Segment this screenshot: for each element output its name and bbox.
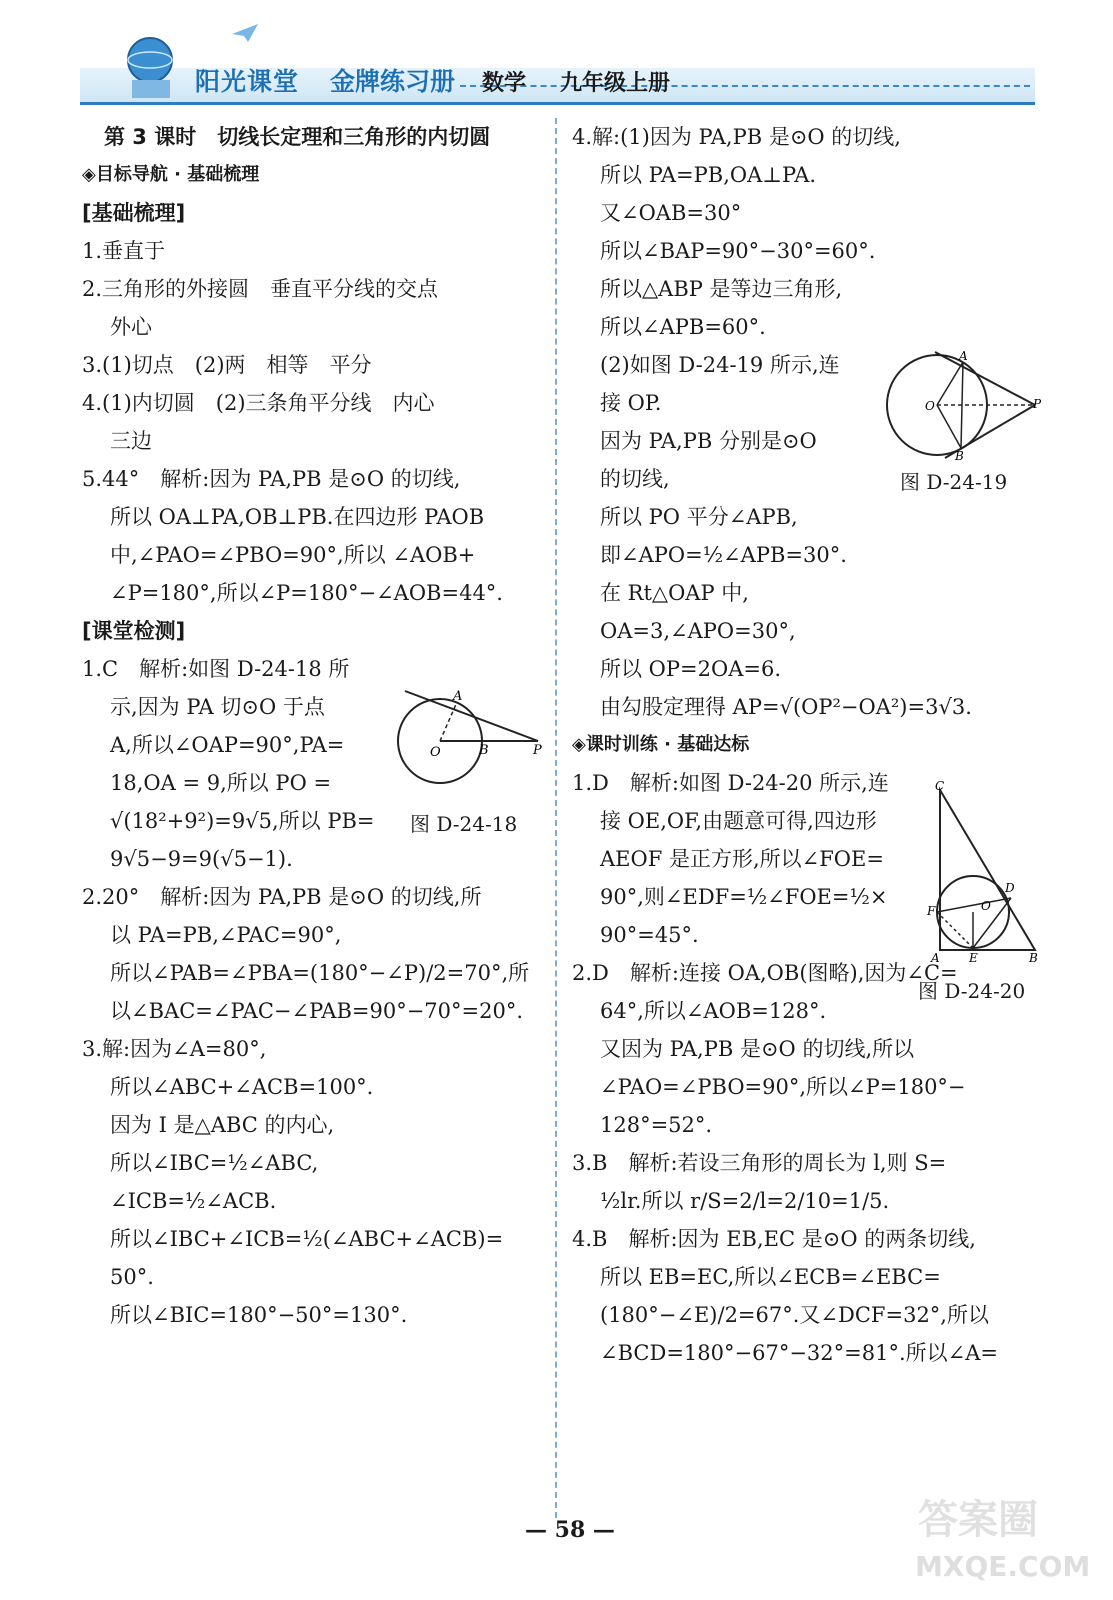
text-line: [基础梳理] (82, 201, 186, 225)
text-line: ◈课时训练 · 基础达标 (572, 734, 750, 755)
label-O: O (430, 745, 441, 760)
text-line: 3.(1)切点 (2)两 相等 平分 (82, 353, 372, 377)
page-number: — 58 — (525, 1517, 615, 1543)
label-P: P (1033, 397, 1042, 411)
text-line: 4.(1)内切圆 (2)三条角平分线 内心 (82, 391, 435, 415)
text-line: 因为 PA,PB 分别是⊙O (600, 429, 817, 453)
header-subject: 数学 (482, 71, 527, 96)
text-line: 所以∠PAB=∠PBA=(180°−∠P)/2=70°,所 (110, 961, 530, 985)
text-line: 又∠OAB=30° (600, 201, 742, 225)
label-O: O (981, 899, 991, 913)
label-B: B (479, 743, 489, 758)
header-series: 金牌练习册 (330, 67, 456, 96)
label-A: A (959, 350, 968, 363)
text-line: 接 OP. (600, 391, 662, 415)
figure-caption-18: 图 D-24-18 (410, 812, 518, 836)
text-line: 因为 I 是△ABC 的内心, (110, 1113, 335, 1137)
text-line: 4.解:(1)因为 PA,PB 是⊙O 的切线, (572, 125, 901, 149)
text-line: 在 Rt△OAP 中, (600, 581, 749, 605)
text-line: 90°,则∠EDF=½∠FOE=½× (600, 885, 888, 909)
text-line: 第 3 课时 切线长定理和三角形的内切圆 (104, 125, 491, 149)
text-line: (180°−∠E)/2=67°.又∠DCF=32°,所以 (600, 1303, 989, 1327)
paper-plane-icon (230, 22, 260, 44)
figure-d-24-19 (885, 350, 1045, 460)
text-line: 2.20° 解析:因为 PA,PB 是⊙O 的切线,所 (82, 885, 482, 909)
text-line: 9√5−9=9(√5−1). (110, 847, 293, 871)
text-line: ∠PAO=∠PBO=90°,所以∠P=180°− (600, 1075, 966, 1099)
text-line: 50°. (110, 1265, 154, 1289)
text-line: 所以∠IBC=½∠ABC, (110, 1151, 319, 1175)
label-P: P (533, 743, 542, 758)
text-line: 中,∠PAO=∠PBO=90°,所以 ∠AOB+ (110, 543, 476, 567)
text-line: 所以 EB=EC,所以∠ECB=∠EBC= (600, 1265, 941, 1289)
text-line: 1.垂直于 (82, 239, 166, 263)
globe-icon (118, 30, 188, 102)
text-line: 所以 PA=PB,OA⊥PA. (600, 163, 817, 187)
text-line: 所以∠BIC=180°−50°=130°. (110, 1303, 408, 1327)
text-line: 三边 (110, 429, 152, 453)
text-line: 5.44° 解析:因为 PA,PB 是⊙O 的切线, (82, 467, 461, 491)
watermark-logo: 答案圈 (918, 1497, 1038, 1543)
text-line: 所以 OA⊥PA,OB⊥PB.在四边形 PAOB (110, 505, 485, 529)
label-A: A (453, 689, 463, 704)
text-line: 示,因为 PA 切⊙O 于点 (110, 695, 325, 719)
column-divider (555, 118, 557, 1518)
text-line: 以 PA=PB,∠PAC=90°, (110, 923, 342, 947)
header-dashed-line (460, 85, 1030, 87)
text-line: 3.B 解析:若设三角形的周长为 l,则 S= (572, 1151, 947, 1175)
text-line: 以∠BAC=∠PAC−∠PAB=90°−70°=20°. (110, 999, 524, 1023)
text-line: 所以∠BAP=90°−30°=60°. (600, 239, 876, 263)
text-line: 即∠APO=½∠APB=30°. (600, 543, 847, 567)
text-line: 3.解:因为∠A=80°, (82, 1037, 267, 1061)
label-D: D (1005, 881, 1015, 895)
label-A: A (931, 951, 940, 965)
header-title: 阳光课堂 (195, 67, 300, 96)
label-O: O (925, 399, 935, 413)
text-line: 又因为 PA,PB 是⊙O 的切线,所以 (600, 1037, 915, 1061)
text-line: 所以 OP=2OA=6. (600, 657, 781, 681)
text-line: ∠ICB=½∠ACB. (110, 1189, 277, 1213)
watermark-url: MXQE.COM (915, 1550, 1091, 1583)
text-line: AEOF 是正方形,所以∠FOE= (600, 847, 884, 871)
label-B: B (1029, 951, 1038, 965)
text-line: 64°,所以∠AOB=128°. (600, 999, 827, 1023)
text-line: 所以∠IBC+∠ICB=½(∠ABC+∠ACB)= (110, 1227, 504, 1251)
text-line: 外心 (110, 315, 152, 339)
right-column (572, 118, 1052, 1372)
figure-d-24-20 (925, 780, 1040, 965)
text-line: 所以∠APB=60°. (600, 315, 766, 339)
header-grade: 九年级上册 (560, 71, 671, 96)
page-header (0, 0, 1113, 110)
text-line: 1.C 解析:如图 D-24-18 所 (82, 657, 350, 681)
text-line: ½lr.所以 r/S=2/l=2/10=1/5. (600, 1189, 890, 1213)
figure-caption-19: 图 D-24-19 (900, 470, 1008, 494)
text-line: 2.D 解析:连接 OA,OB(图略),因为∠C= (572, 961, 958, 985)
label-F: F (927, 904, 936, 918)
text-line: 18,OA = 9,所以 PO = (110, 771, 332, 795)
text-line: [课堂检测] (82, 619, 186, 643)
text-line: 所以∠ABC+∠ACB=100°. (110, 1075, 374, 1099)
text-line: 128°=52°. (600, 1113, 713, 1137)
text-line: 90°=45°. (600, 923, 699, 947)
text-line: ∠P=180°,所以∠P=180°−∠AOB=44°. (110, 581, 503, 605)
text-line: 所以△ABP 是等边三角形, (600, 277, 843, 301)
text-line: ∠BCD=180°−67°−32°=81°.所以∠A= (600, 1341, 998, 1365)
figure-d-24-18 (395, 686, 545, 786)
label-B: B (955, 449, 964, 460)
text-line: OA=3,∠APO=30°, (600, 619, 796, 643)
text-line: 2.三角形的外接圆 垂直平分线的交点 (82, 277, 439, 301)
text-line: ◈目标导航 · 基础梳理 (82, 164, 260, 185)
figure-caption-20: 图 D-24-20 (918, 979, 1026, 1003)
text-line: 所以 PO 平分∠APB, (600, 505, 798, 529)
text-line: 4.B 解析:因为 EB,EC 是⊙O 的两条切线, (572, 1227, 976, 1251)
text-line: A,所以∠OAP=90°,PA= (110, 733, 345, 757)
text-line: (2)如图 D-24-19 所示,连 (600, 353, 840, 377)
label-E: E (969, 951, 978, 965)
text-line: 由勾股定理得 AP=√(OP²−OA²)=3√3. (600, 695, 972, 719)
text-line: 1.D 解析:如图 D-24-20 所示,连 (572, 771, 889, 795)
text-line: 接 OE,OF,由题意可得,四边形 (600, 809, 877, 833)
text-line: √(18²+9²)=9√5,所以 PB= (110, 809, 375, 833)
text-line: 的切线, (600, 467, 670, 491)
label-C: C (935, 780, 945, 793)
